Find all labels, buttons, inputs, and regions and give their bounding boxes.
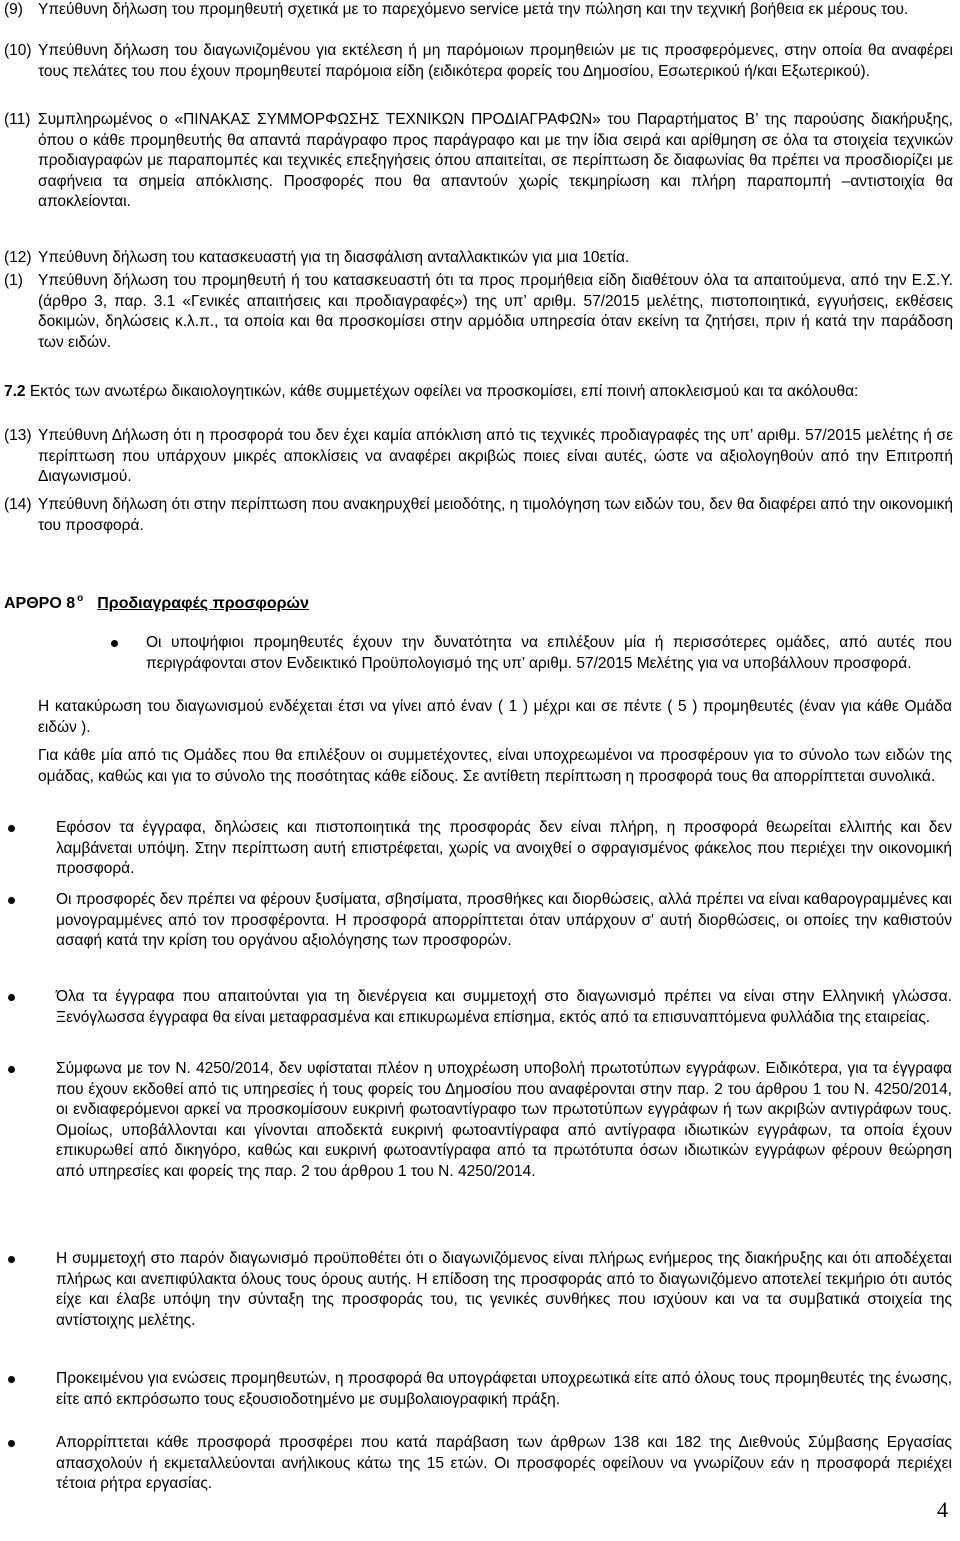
list-item (4, 110, 953, 213)
bullet-text: Οι προσφορές δεν πρέπει να φέρουν ξυσίματα, σβησίματα, προσθήκες και διορθώσεις, αλλά πρέπει να είναι καθαρογραμμένες και μονογραμμένες από τον προσφέροντα. Η προσφορά απορρίπτεται όταν υπάρχουν σ' αυτή διορθώσεις, οι οποίες την καθιστούν ασαφή κατά την κρίση του οργάνου αξιολόγησης των προσφορών. (56, 891, 952, 950)
paragraph: Για κάθε μία από τις Ομάδες που θα επιλέξουν οι συμμετέχοντες, είναι υποχρεωμένοι να προσφέρουν για το σύνολο των ειδών της ομάδας, καθώς και για το σύνολο της ποσότητας κάθε είδους. Σε αντίθετη περίπτωση η προσφορά τους θα απορρίπτεται συνολικά. (38, 747, 952, 785)
list-item (4, 248, 953, 269)
bullet-icon (111, 640, 118, 647)
list-item (56, 1369, 952, 1410)
item-number: (9) (4, 1, 23, 18)
item-text: Υπεύθυνη δήλωση του κατασκευαστή για τη διασφάλιση ανταλλακτικών για μια 10ετία. (38, 249, 630, 266)
paragraph: Η κατακύρωση του διαγωνισμού ενδέχεται έτσι να γίνει από έναν ( 1 ) μέχρι και σε πέντε ( 5 ) προμηθευτές (έναν για κάθε Ομάδα ειδών ). (38, 698, 952, 736)
bullet-text: Προκειμένου για ενώσεις προμηθευτών, η προσφορά θα υπογράφεται υποχρεωτικά είτε από όλους τους προμηθευτές της ένωσης, είτε από εκπρόσωπο τους εξουσιοδοτημένο με συμβολαιογραφική πράξη. (56, 1370, 952, 1408)
list-item (4, 495, 953, 536)
item-number: (1) (4, 272, 23, 289)
list-item (4, 0, 953, 21)
bullet-icon (8, 1376, 15, 1383)
list-item (146, 633, 952, 674)
item-text: Υπεύθυνη δήλωση του διαγωνιζομένου για εκτέλεση ή μη παρόμοιων προμηθειών με τις προσφερόμενες, στην οποία θα αναφέρει τους πελάτες του που έχουν προμηθευτεί παρόμοια είδη (ειδικότερα φορείς του Δημοσίου, Εσωτερικού ή/και Εξωτερικού). (38, 42, 953, 80)
item-number: (14) (4, 496, 32, 513)
article-superscript: ο (77, 593, 84, 604)
section-number: 7.2 (4, 383, 26, 400)
article-label: ΑΡΘΡΟ 8 (4, 595, 76, 612)
bullet-icon (8, 897, 15, 904)
item-number: (10) (4, 42, 32, 59)
bullet-text: Όλα τα έγγραφα που απαιτούνται για τη διενέργεια και συμμετοχή στο διαγωνισμό πρέπει να είναι στην Ελληνική γλώσσα. Ξενόγλωσσα έγγραφα θα είναι μεταφρασμένα και επικυρωμένα επίσημα, εκτός από τα επισυναπτόμενα φυλλάδια της εταιρείας. (56, 988, 952, 1026)
list-item (4, 41, 953, 82)
list-item (56, 1059, 952, 1183)
item-text: Υπεύθυνη δήλωση του προμηθευτή σχετικά με το παρεχόμενο service μετά την πώληση και την τεχνική βοήθεια εκ μέρους του. (38, 1, 909, 18)
bullet-icon (8, 1440, 15, 1447)
list-item (56, 1433, 952, 1495)
section-text: Εκτός των ανωτέρω δικαιολογητικών, κάθε συμμετέχων οφείλει να προσκομίσει, επί ποινή αποκλεισμού και τα ακόλουθα: (25, 383, 859, 400)
article-title: Προδιαγραφές προσφορών (97, 595, 309, 612)
bullet-text: Σύμφωνα με τον Ν. 4250/2014, δεν υφίσταται πλέον η υποχρέωση υποβολή πρωτοτύπων εγγράφων. Ειδικότερα, για τα έγγραφα που έχουν εκδοθεί από τις υπηρεσίες ή τους φορείς του Δημοσίου που αναφέρονται στην παρ. 2 του άρθρου 1 του Ν. 4250/2014, οι ενδιαφερόμενοι αρκεί να προσκομίσουν ευκρινή φωτοαντίγραφο των πρωτοτύπων εγγράφων ή των ακριβών αντιγράφων τους. Ομοίως, υποβάλλονται και γίνονται αποδεκτά ευκρινή φωτοαντίγραφα από αντίγραφα ιδιωτικών εγγράφων, τα οποία έχουν επικυρωθεί από δικηγόρο, καθώς και ευκρινή φωτοαντίγραφα από τα πρωτότυπα όσων ιδιωτικών εγγράφων φέρουν θεώρηση από υπηρεσίες και φορείς της παρ. 2 του άρθρου 1 του Ν. 4250/2014. (56, 1060, 952, 1180)
page-number: 4 (937, 1497, 948, 1522)
item-text: Υπεύθυνη Δήλωση ότι η προσφορά του δεν έχει καμία απόκλιση από τις τεχνικές προδιαγραφές της υπ’ αριθμ. 57/2015 μελέτης ή σε περίπτωση που υπάρχουν μικρές αποκλίσεις να αναφέρει ακριβώς ποιες είναι αυτές, ώστε να αξιολογηθούν από την Επιτροπή Διαγωνισμού. (38, 427, 953, 486)
item-number: (13) (4, 427, 32, 444)
section-7-2 (4, 382, 953, 403)
bullet-icon (8, 994, 15, 1001)
bullet-icon (8, 1256, 15, 1263)
list-item (56, 1249, 952, 1331)
item-text: Υπεύθυνη δήλωση του προμηθευτή ή του κατασκευαστή ότι τα προς προμήθεια είδη διαθέτουν όλα τα απαιτούμενα, από την Ε.Σ.Υ. (άρθρο 3, παρ. 3.1 «Γενικές απαιτήσεις και προδιαγραφές») της υπ’ αριθμ. 57/2015 μελέτης, πιστοποιητικά, εγγυήσεις, εκθέσεις δοκιμών, δηλώσεις κ.λ.π., τα οποία και θα προσκομίσει στην αρμόδια υπηρεσία όταν εκείνη τα ζητήσει, πριν ή κατά την παράδοση των ειδών. (38, 272, 953, 351)
bullet-text: Η συμμετοχή στο παρόν διαγωνισμό προϋποθέτει ότι ο διαγωνιζόμενος είναι πλήρως ενήμερος της διακήρυξης και ότι αποδέχεται πλήρως και ανεπιφύλακτα όλους τους όρους αυτής. Η επίδοση της προσφοράς από το διαγωνιζόμενο αποτελεί τεκμήριο ότι αυτός είχε και έλαβε υπόψη την σύνταξη της προσφοράς του, τις γενικές συνθήκες που ισχύουν και να τα συμβατικά στοιχεία της αντίστοιχης μελέτης. (56, 1250, 952, 1329)
bullet-text: Απορρίπτεται κάθε προσφορά προσφέρει που κατά παράβαση των άρθρων 138 και 182 της Διεθνούς Σύμβασης Εργασίας απασχολούν ή εκμεταλλεύονται ανήλικους κάτω της 15 ετών. Οι προσφορές οφείλουν να γνωρίζουν εάν η προσφορά περιέχει τέτοια ρήτρα εργασίας. (56, 1434, 952, 1493)
item-number: (12) (4, 249, 32, 266)
bullet-icon (8, 1066, 15, 1073)
item-text: Υπεύθυνη δήλωση ότι στην περίπτωση που ανακηρυχθεί μειοδότης, η τιμολόγηση των ειδών του, δεν θα διαφέρει από την οικονομική του προσφορά. (38, 496, 953, 534)
item-text: Συμπληρωμένος ο «ΠΙΝΑΚΑΣ ΣΥΜΜΟΡΦΩΣΗΣ ΤΕΧΝΙΚΩΝ ΠΡΟΔΙΑΓΡΑΦΩΝ» του Παραρτήματος Β’ της παρούσης διακήρυξης, όπου ο κάθε προμηθευτής θα απαντά παράγραφο προς παράγραφο και με την ίδια σειρά και αρίθμηση σε όλα τα στοιχεία τεχνικών προδιαγραφών με παραπομπές και τεχνικές επεξηγήσεις όπου απαιτείται, σε περίπτωση δε διαφωνίας θα πρέπει να προσδιορίζει με σαφήνεια τα σημεία απόκλισης. Προσφορές που θα απαντούν χωρίς τεκμηρίωση και πλήρη παραπομπή –αντιστοιχία θα αποκλείονται. (38, 111, 953, 211)
bullet-icon (8, 825, 15, 832)
list-item (4, 271, 953, 353)
article-heading (4, 588, 309, 615)
list-item (56, 890, 952, 952)
item-number: (11) (4, 111, 31, 128)
list-item (56, 818, 952, 880)
bullet-text: Εφόσον τα έγγραφα, δηλώσεις και πιστοποιητικά της προσφοράς δεν είναι πλήρη, η προσφορά θεωρείται ελλιπής και δεν λαμβάνεται υπόψη. Στην περίπτωση αυτή επιστρέφεται, χωρίς να ανοιχθεί ο σφραγισμένος φάκελος που περιέχει την οικονομική προσφορά. (56, 819, 952, 878)
list-item (56, 987, 952, 1028)
list-item (4, 426, 953, 488)
bullet-text: Οι υποψήφιοι προμηθευτές έχουν την δυνατότητα να επιλέξουν μία ή περισσότερες ομάδες, από αυτές που περιγράφονται στον Ενδεικτικό Προϋπολογισμό της υπ’ αριθμ. 57/2015 Μελέτης για να υποβάλλουν προσφορά. (146, 634, 952, 672)
